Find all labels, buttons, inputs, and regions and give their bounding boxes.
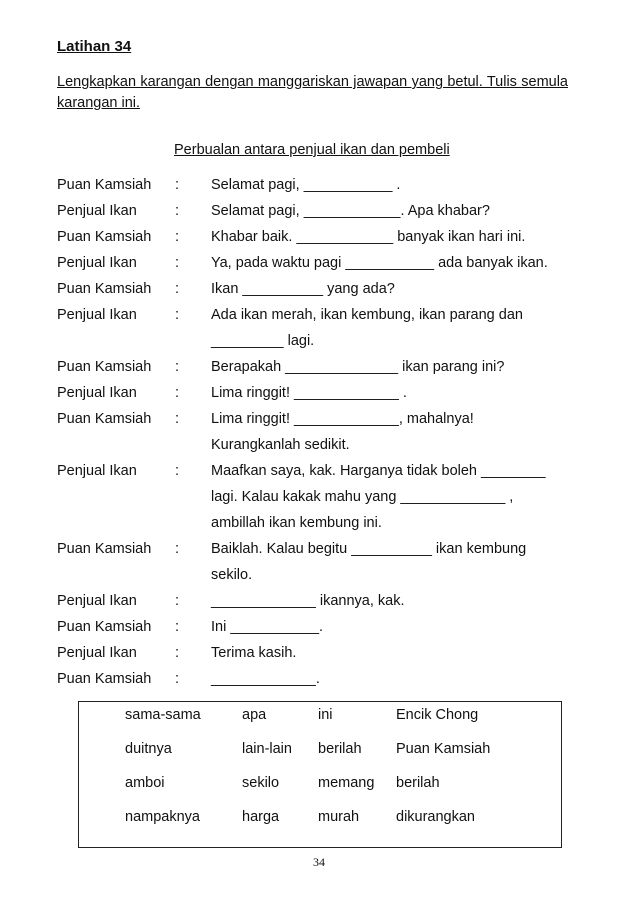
dialogue-row (57, 250, 577, 276)
instruction-text: Lengkapkan karangan dengan manggariskan jawapan yang betul. Tulis semula karangan ini. (57, 74, 568, 111)
word-bank-item: dikurangkan (396, 809, 475, 825)
dialogue-line: Maafkan saya, kak. Harganya tidak boleh ________ (211, 463, 546, 479)
word-bank-item: amboi (125, 775, 165, 791)
speaker-name: Puan Kamsiah (57, 619, 152, 635)
colon-separator: : (175, 229, 180, 245)
word-bank-item: sama-sama (125, 707, 201, 723)
dialogue-text (211, 172, 577, 198)
word-bank-item: apa (242, 707, 267, 723)
word-bank-box (78, 701, 562, 848)
colon-separator: : (175, 463, 180, 479)
colon-separator: : (175, 307, 180, 323)
dialogue-row (57, 406, 577, 458)
colon-separator: : (175, 255, 180, 271)
dialogue-line: Berapakah ______________ ikan parang ini? (211, 359, 505, 375)
dialogue-text (211, 640, 577, 666)
speaker-name: Penjual Ikan (57, 463, 137, 479)
dialogue-text (211, 354, 577, 380)
page-number: 34 (313, 855, 325, 869)
speaker-name: Puan Kamsiah (57, 359, 152, 375)
dialogue-text (211, 614, 577, 640)
dialogue-text (211, 198, 577, 224)
dialogue-line: Selamat pagi, ____________. Apa khabar? (211, 203, 490, 219)
dialogue-line: _____________. (211, 671, 320, 687)
dialogue-line: Ya, pada waktu pagi ___________ ada banyak ikan. (211, 255, 548, 271)
dialogue-line: Ada ikan merah, ikan kembung, ikan parang dan (211, 307, 523, 323)
dialogue-line: Terima kasih. (211, 645, 297, 661)
speaker-name: Penjual Ikan (57, 385, 137, 401)
speaker-name: Puan Kamsiah (57, 541, 152, 557)
dialogue-row (57, 640, 577, 666)
dialogue-text (211, 302, 577, 354)
dialogue-line: Selamat pagi, ___________ . (211, 177, 401, 193)
word-bank-item: harga (242, 809, 280, 825)
dialogue-row (57, 666, 577, 692)
dialogue-text (211, 406, 577, 458)
dialogue-line: Khabar baik. ____________ banyak ikan hari ini. (211, 229, 526, 245)
word-bank-item: nampaknya (125, 809, 200, 825)
dialogue-text (211, 276, 577, 302)
dialogue-row (57, 302, 577, 354)
speaker-name: Puan Kamsiah (57, 411, 152, 427)
dialogue-text (211, 250, 577, 276)
word-bank-item: murah (318, 809, 360, 825)
word-bank-item: Puan Kamsiah (396, 741, 491, 757)
word-bank-item: ini (318, 707, 333, 723)
dialogue-row (57, 198, 577, 224)
dialogue-line: lagi. Kalau kakak mahu yang _____________ , (211, 489, 514, 505)
dialogue-line: _________ lagi. (211, 333, 315, 349)
word-bank-item: Encik Chong (396, 707, 479, 723)
speaker-name: Penjual Ikan (57, 593, 137, 609)
word-bank-item: berilah (396, 775, 440, 791)
dialogue-text (211, 588, 577, 614)
word-bank-item: lain-lain (242, 741, 292, 757)
dialogue-text (211, 536, 577, 588)
speaker-name: Penjual Ikan (57, 255, 137, 271)
dialogue-text (211, 224, 577, 250)
dialogue-text (211, 666, 577, 692)
dialogue-row (57, 458, 577, 536)
speaker-name: Puan Kamsiah (57, 281, 152, 297)
speaker-name: Penjual Ikan (57, 307, 137, 323)
dialogue-row (57, 614, 577, 640)
dialogue-row (57, 224, 577, 250)
speaker-name: Penjual Ikan (57, 203, 137, 219)
word-bank-grid (125, 707, 506, 843)
dialogue-line: sekilo. (211, 567, 253, 583)
colon-separator: : (175, 671, 180, 687)
speaker-name: Puan Kamsiah (57, 671, 152, 687)
word-bank-item: berilah (318, 741, 362, 757)
dialogue-line: Baiklah. Kalau begitu __________ ikan kembung (211, 541, 527, 557)
colon-separator: : (175, 177, 180, 193)
dialogue-line: Kurangkanlah sedikit. (211, 437, 350, 453)
word-bank-item: memang (318, 775, 375, 791)
dialogue-row (57, 536, 577, 588)
dialogue-line: Lima ringgit! _____________ . (211, 385, 407, 401)
colon-separator: : (175, 411, 180, 427)
colon-separator: : (175, 541, 180, 557)
word-bank-item: duitnya (125, 741, 172, 757)
dialogue-row (57, 354, 577, 380)
dialogue-line: Ini ___________. (211, 619, 324, 635)
dialogue-text (211, 458, 577, 536)
colon-separator: : (175, 593, 180, 609)
dialogue (57, 172, 577, 692)
speaker-name: Puan Kamsiah (57, 177, 152, 193)
dialogue-row (57, 276, 577, 302)
colon-separator: : (175, 281, 180, 297)
dialogue-line: Ikan __________ yang ada? (211, 281, 395, 297)
colon-separator: : (175, 203, 180, 219)
dialogue-line: Lima ringgit! _____________, mahalnya! (211, 411, 474, 427)
dialogue-row (57, 172, 577, 198)
dialogue-text (211, 380, 577, 406)
dialogue-line: _____________ ikannya, kak. (211, 593, 405, 609)
colon-separator: : (175, 645, 180, 661)
colon-separator: : (175, 619, 180, 635)
dialogue-subtitle: Perbualan antara penjual ikan dan pembeli (174, 142, 450, 158)
dialogue-row (57, 588, 577, 614)
exercise-title: Latihan 34 (57, 38, 132, 55)
colon-separator: : (175, 385, 180, 401)
speaker-name: Penjual Ikan (57, 645, 137, 661)
word-bank-item: sekilo (242, 775, 280, 791)
dialogue-row (57, 380, 577, 406)
dialogue-line: ambillah ikan kembung ini. (211, 515, 382, 531)
colon-separator: : (175, 359, 180, 375)
speaker-name: Puan Kamsiah (57, 229, 152, 245)
